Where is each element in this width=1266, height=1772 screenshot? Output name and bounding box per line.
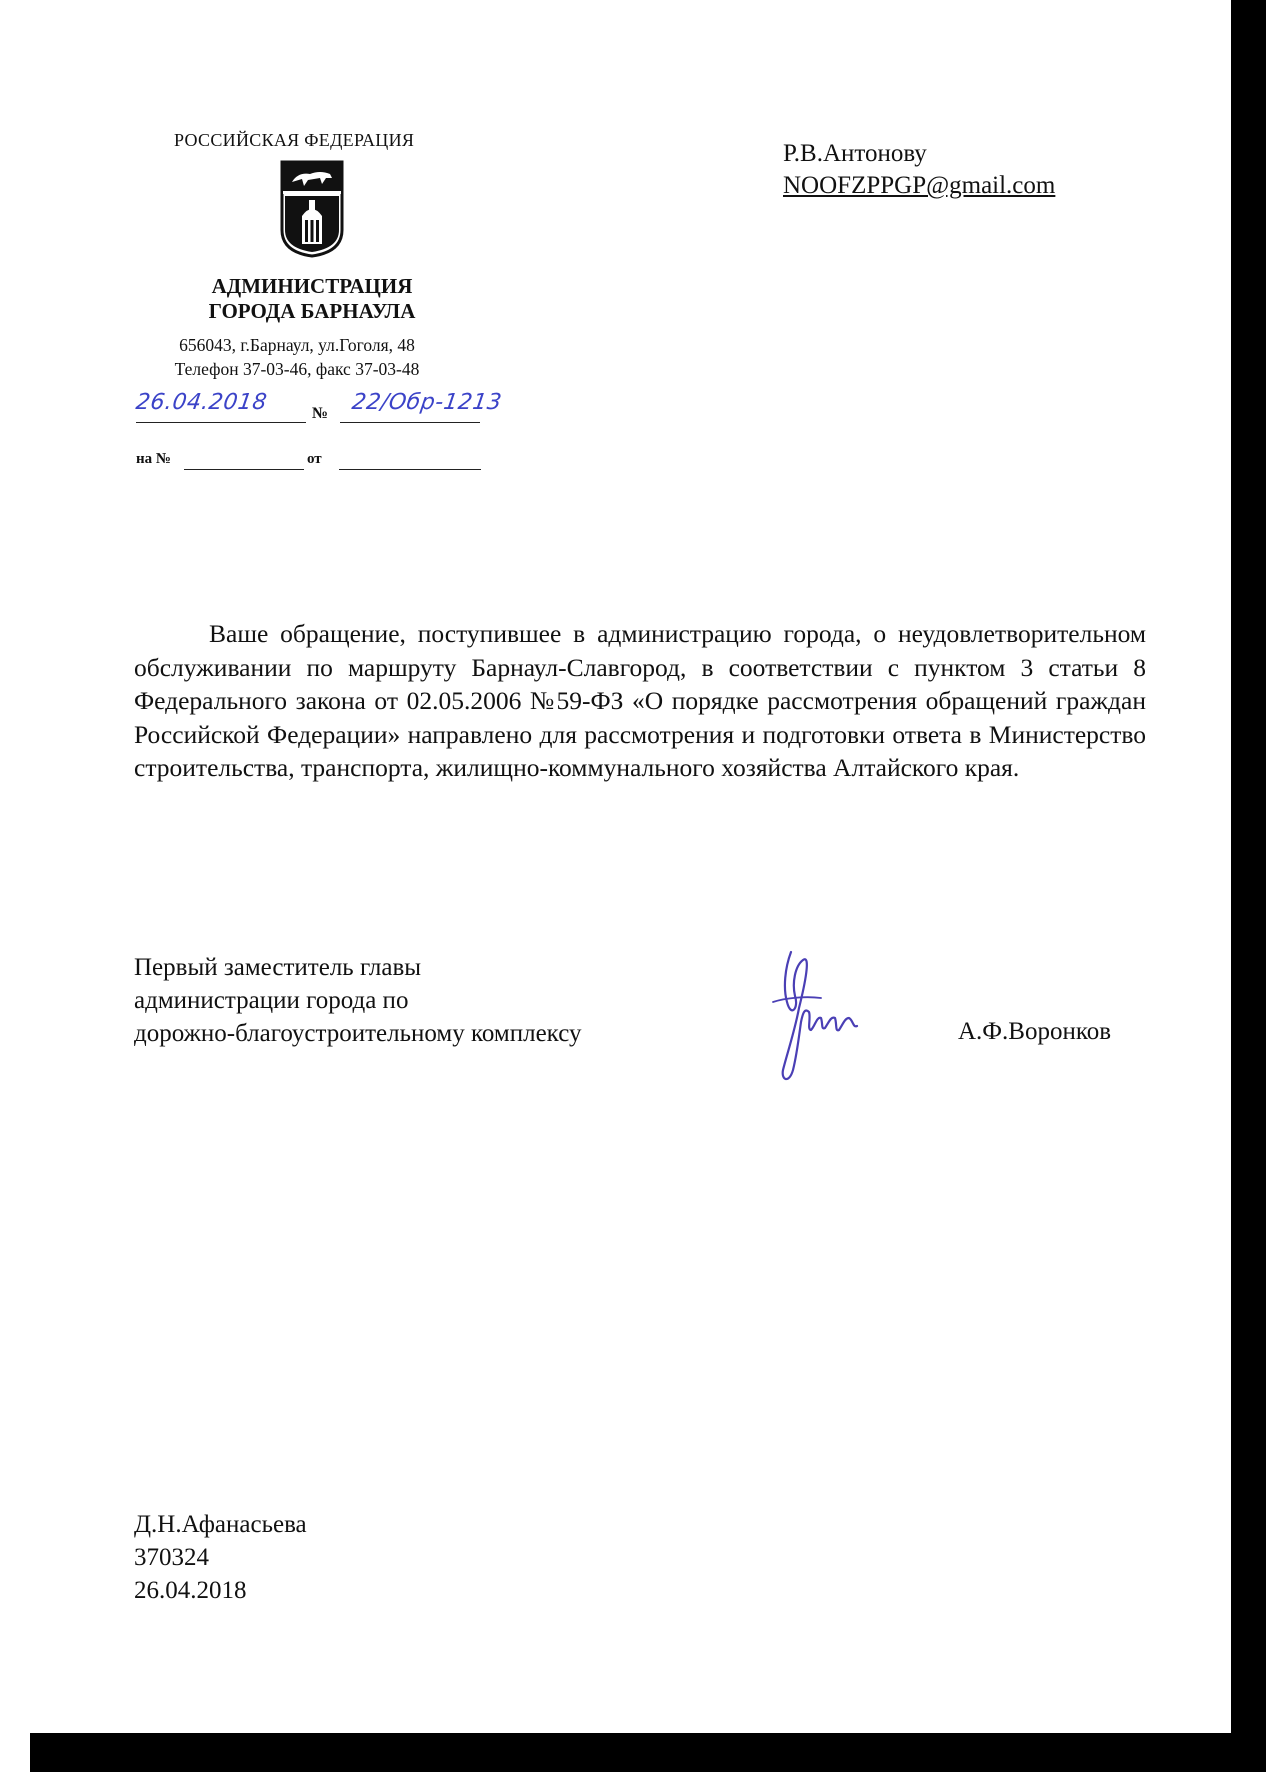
reference-number-blank [184, 469, 304, 470]
executor-name: Д.Н.Афанасьева [134, 1511, 307, 1538]
addressee-email: NOOFZPPGP@gmail.com [783, 172, 1056, 199]
organization-name-line1: АДМИНИСТРАЦИЯ [211, 274, 413, 298]
registration-date-underline [136, 422, 306, 423]
registration-number-underline [340, 422, 480, 423]
signatory-title-line1: Первый заместитель главы [134, 954, 422, 981]
organization-name-line2: ГОРОДА БАРНАУЛА [208, 299, 416, 323]
signatory-title-line3: дорожно-благоустроительному комплексу [134, 1020, 582, 1047]
organization-phone: Телефон 37-03-46, факс 37-03-48 [174, 359, 420, 379]
signatory-title-line2: администрации города по [134, 987, 409, 1014]
scan-border-right [1231, 0, 1266, 1772]
barnaul-coat-of-arms-icon [280, 160, 344, 258]
registration-number-sign: № [312, 405, 329, 422]
scan-border-bottom [30, 1733, 1266, 1772]
letter-body [134, 617, 1146, 785]
letter-body-paragraph: Ваше обращение, поступившее в администрацию города, о неудовлетворительном обслуживании по маршруту Барнаул-Славгород, в соответствии с пунктом 3 статьи 8 Федерального закона от 02.05.2006 №59-ФЗ «О порядке рассмотрения обращений граждан Российской Федерации» направлено для рассмотрения и подготовки ответа в Министерство строительства, транспорта, жилищно-коммунального хозяйства Алтайского края. [134, 619, 1146, 782]
executor-phone: 370324 [134, 1544, 209, 1571]
registration-number: 22/Обр-1213 [350, 390, 504, 415]
reference-date-blank [339, 469, 481, 470]
organization-address: 656043, г.Барнаул, ул.Гоголя, 48 [179, 335, 415, 355]
addressee-name: Р.В.Антонову [783, 140, 927, 167]
reference-from-label: от [307, 451, 322, 467]
reference-number-label: на № [136, 451, 171, 467]
country-heading: РОССИЙСКАЯ ФЕДЕРАЦИЯ [174, 130, 415, 150]
registration-date: 26.04.2018 [134, 390, 269, 415]
executor-date: 26.04.2018 [134, 1577, 247, 1604]
handwritten-signature [765, 938, 865, 1098]
signatory-name: А.Ф.Воронков [958, 1018, 1112, 1045]
